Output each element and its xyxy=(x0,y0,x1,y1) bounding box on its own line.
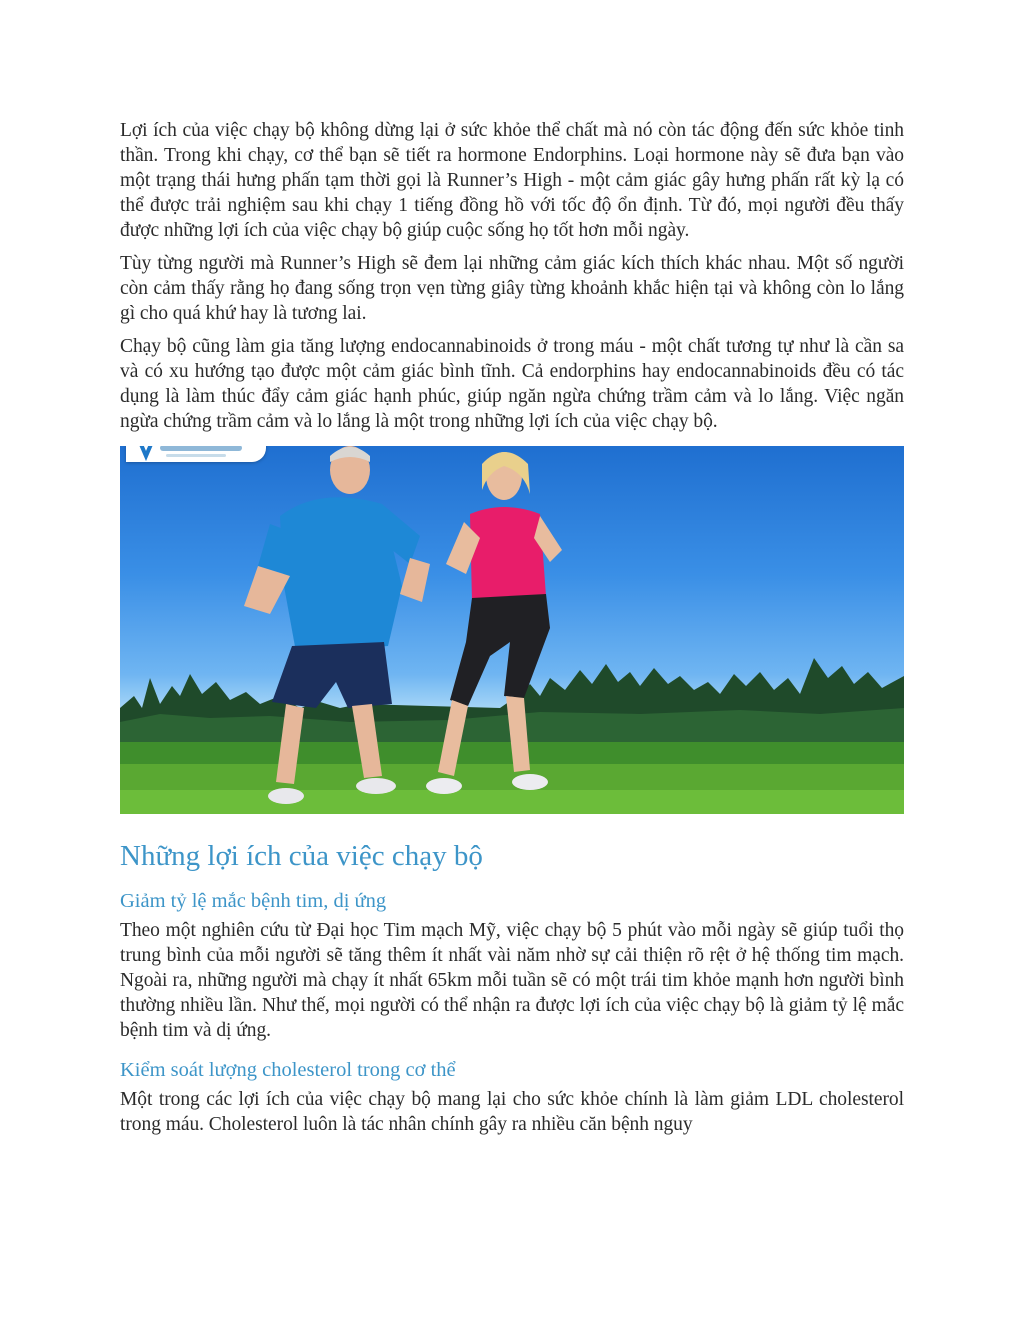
document-page xyxy=(120,118,904,1145)
paragraph: Theo một nghiên cứu từ Đại học Tim mạch Mỹ, việc chạy bộ 5 phút vào mỗi ngày sẽ giúp tuổi thọ trung bình của mỗi người sẽ tăng thêm ít nhất vài năm nhờ sự cải thiện rõ rệt ở hệ thống tim mạch. Ngoài ra, những người mà chạy ít nhất 65km mỗi tuần sẽ có một trái tim khỏe mạnh hơn người bình thường nhiều lần. Như thế, mọi người có thể nhận ra được lợi ích của việc chạy bộ là giảm tỷ lệ mắc bệnh tim và dị ứng. xyxy=(120,920,904,1041)
paragraph: Một trong các lợi ích của việc chạy bộ mang lại cho sức khỏe chính là làm giảm LDL cholesterol trong máu. Cholesterol luôn là tác nhân chính gây ra nhiều căn bệnh nguy xyxy=(120,1089,904,1135)
site-logo xyxy=(126,446,266,462)
subsection-heading: Giảm tỷ lệ mắc bệnh tim, dị ứng xyxy=(120,890,387,912)
section-title: Những lợi ích của việc chạy bộ xyxy=(120,840,483,872)
paragraph: Chạy bộ cũng làm gia tăng lượng endocannabinoids ở trong máu - một chất tương tự như là cần sa và có xu hướng tạo được một cảm giác bình tĩnh. Cả endorphins hay endocannabinoids đều có tác dụng là làm thúc đẩy cảm giác hạnh phúc, giúp ngăn ngừa chứng trầm cảm và lo lắng. Việc ngăn ngừa chứng trầm cảm và lo lắng là một trong những lợi ích của việc chạy bộ. xyxy=(120,336,904,432)
subsection-heading: Kiểm soát lượng cholesterol trong cơ thể xyxy=(120,1059,456,1081)
photo-illustration xyxy=(120,446,904,814)
paragraph: Tùy từng người mà Runner’s High sẽ đem lại những cảm giác kích thích khác nhau. Một số người còn cảm thấy rằng họ đang sống trọn vẹn từng giây từng khoảnh khắc hiện tại và không còn lo lắng gì cho quá khứ hay là tương lai. xyxy=(120,253,904,324)
paragraph: Lợi ích của việc chạy bộ không dừng lại ở sức khỏe thể chất mà nó còn tác động đến sức khỏe tinh thần. Trong khi chạy, cơ thể bạn sẽ tiết ra hormone Endorphins. Loại hormone này sẽ đưa bạn vào một trạng thái hưng phấn tạm thời gọi là Runner’s High - một cảm giác gây hưng phấn rất kỳ lạ có thể được trải nghiệm sau khi chạy 1 tiếng đồng hồ với tốc độ ổn định. Từ đó, mọi người đều thấy được những lợi ích của việc chạy bộ giúp cuộc sống họ tốt hơn mỗi ngày. xyxy=(120,120,904,241)
running-couple-photo xyxy=(120,446,904,814)
